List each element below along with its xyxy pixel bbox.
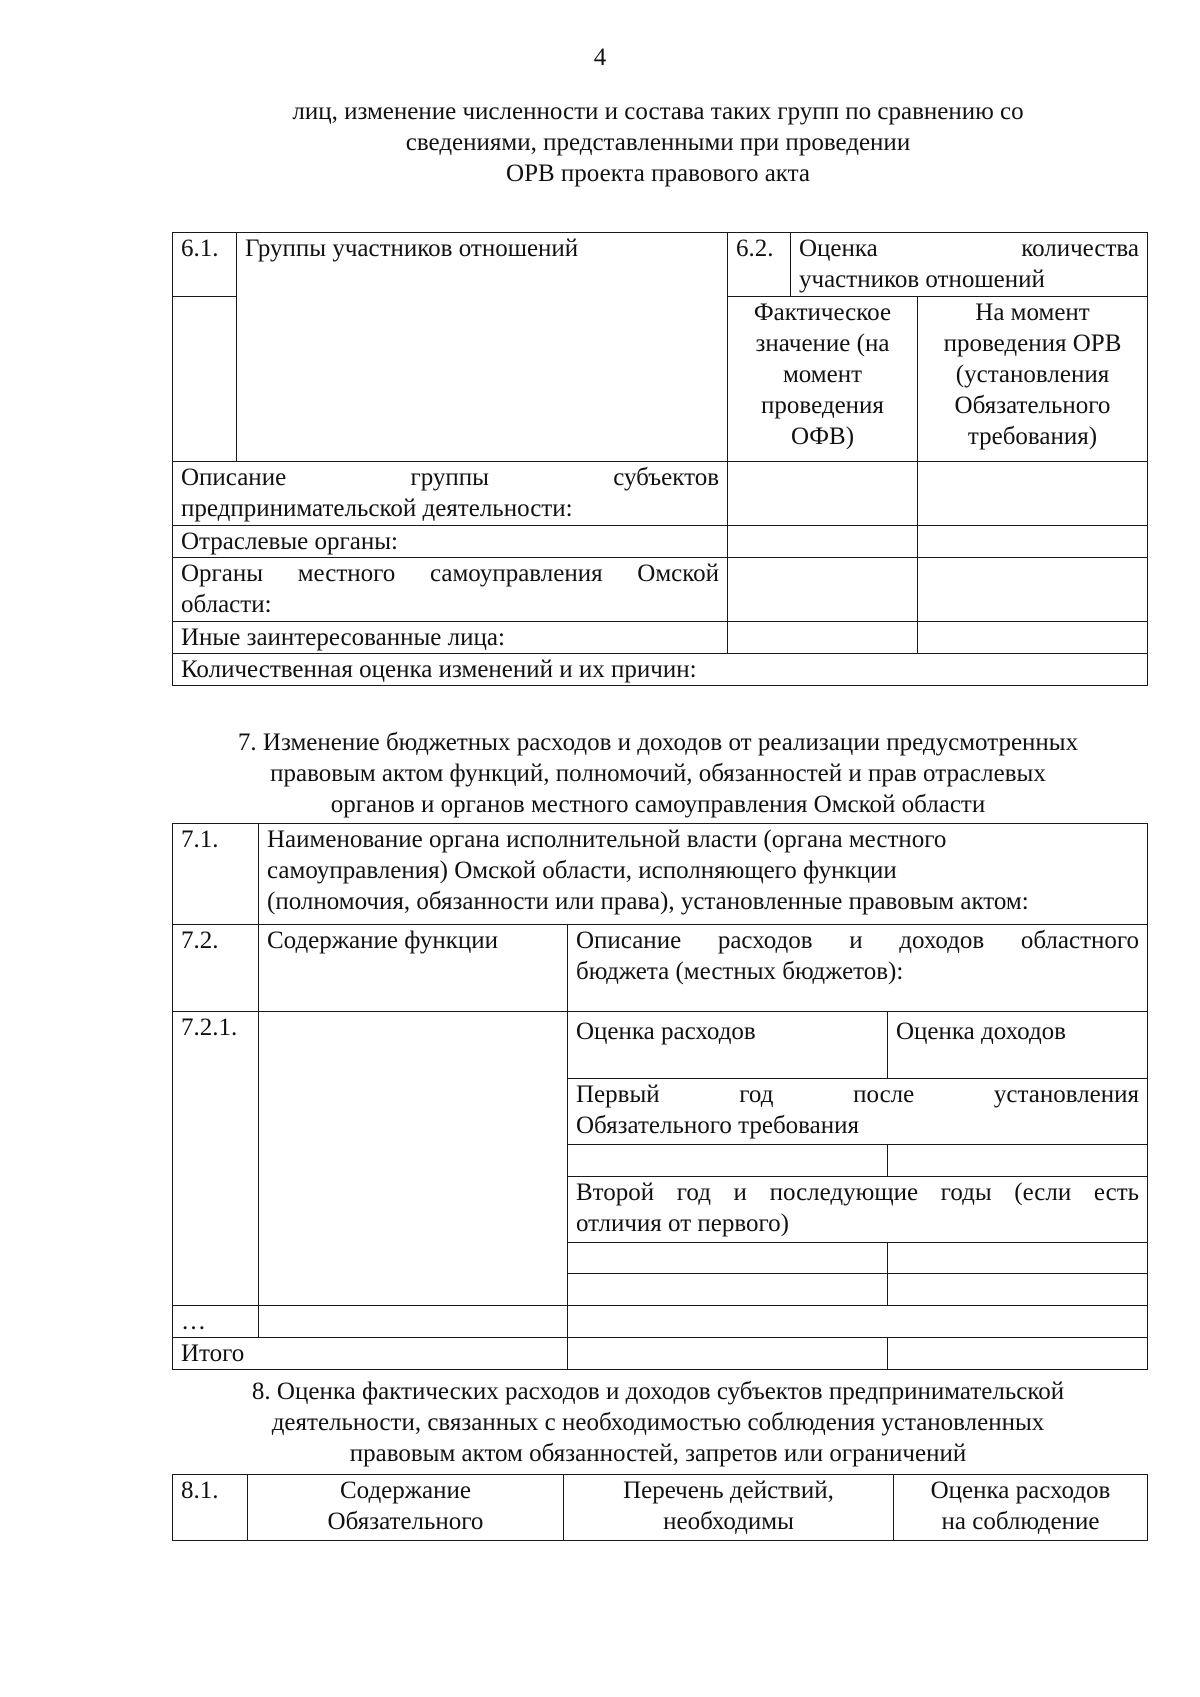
cell-empty (918, 622, 1148, 654)
cell-orv-value: На момент проведения ОРВ (установления Обязательного требования) (918, 297, 1148, 462)
cell-empty (888, 1145, 1148, 1177)
cell-total: Итого (173, 1338, 568, 1370)
cell-num-6-1: 6.1. (173, 233, 237, 297)
cell-empty (888, 1243, 1148, 1274)
heading-line: 7. Изменение бюджетных расходов и доходов от реализации предусмотренных (237, 729, 1079, 756)
body-name-line: самоуправления) Омской области, исполняющего функции (267, 857, 897, 884)
col-actions-line: необходимы (663, 1508, 794, 1535)
second-year-line: отличия от первого) (576, 1210, 789, 1237)
cell-body-name (259, 824, 1148, 925)
cell-first-year (568, 1079, 1148, 1145)
cell-function-content: Содержание функции (259, 925, 568, 1012)
cell-num-6-1-blank (173, 297, 237, 462)
heading-line: ОРВ проекта правового акта (506, 160, 810, 187)
cell-empty (888, 1274, 1148, 1306)
cell-est-expenses: Оценка расходов (568, 1012, 888, 1079)
estimate-line: участников отношений (799, 266, 1045, 293)
row-line: предпринимательской деятельности: (181, 495, 573, 522)
cell-empty (888, 1338, 1148, 1370)
heading-line: правовым актом обязанностей, запретов или ограничений (349, 1440, 967, 1467)
row-line: Органы местного самоуправления Омской (181, 560, 719, 587)
section8-heading (160, 1376, 1156, 1469)
budget-desc-line: бюджета (местных бюджетов): (576, 958, 904, 985)
second-year-line: Второй год и последующие годы (если есть (576, 1179, 1140, 1206)
cell-num-7-2: 7.2. (173, 925, 259, 1012)
cell-empty (728, 558, 918, 622)
heading-line: органов и органов местного самоуправления Омской области (330, 791, 986, 818)
cell-est-income: Оценка доходов (888, 1012, 1148, 1079)
cell-empty (728, 462, 918, 526)
cell-groups-label: Группы участников отношений (237, 233, 728, 462)
cell-actual-value: Фактическое значение (на момент проведения ОФВ) (728, 297, 918, 462)
col-content-line: Обязательного (327, 1508, 484, 1535)
cell-empty (918, 462, 1148, 526)
estimate-line: Оценка количества (799, 235, 1139, 262)
cell-empty (568, 1338, 888, 1370)
row-branch-label: Отраслевые органы: (173, 526, 728, 558)
participants-table (172, 232, 1148, 686)
col-costs-line: Оценка расходов (930, 1477, 1111, 1504)
row-line: Описание группы субъектов (181, 464, 719, 491)
cell-empty (728, 622, 918, 654)
first-year-line: Первый год после установления (576, 1081, 1140, 1108)
cell-empty (568, 1243, 888, 1274)
cell-col-content (248, 1475, 564, 1541)
row-local-label (173, 558, 728, 622)
cell-col-costs (894, 1475, 1148, 1541)
heading-line: лиц, изменение численности и состава таких групп по сравнению со (292, 98, 1024, 125)
body-name-line: (полномочия, обязанности или права), установленные правовым актом: (267, 888, 1029, 915)
cell-budget-desc (568, 925, 1148, 1012)
cell-empty (728, 526, 918, 558)
row-other-label: Иные заинтересованные лица: (173, 622, 728, 654)
cell-second-year (568, 1177, 1148, 1243)
body-name-line: Наименование органа исполнительной власти (органа местного (267, 826, 947, 853)
cell-empty (918, 558, 1148, 622)
cell-empty (918, 526, 1148, 558)
cell-empty (259, 1306, 568, 1338)
col-content-line: Содержание (340, 1477, 471, 1504)
col-actions-line: Перечень действий, (623, 1477, 834, 1504)
cell-num-7-2-1: 7.2.1. (173, 1012, 259, 1306)
budget-table (172, 823, 1148, 1370)
section6-heading (160, 96, 1156, 189)
col-costs-line: на соблюдение (941, 1508, 1100, 1535)
business-costs-table (172, 1474, 1148, 1541)
cell-empty (568, 1306, 1148, 1338)
budget-desc-line: Описание расходов и доходов областного (576, 927, 1140, 954)
row-quant-label: Количественная оценка изменений и их причин: (173, 654, 1148, 686)
cell-num-7-1: 7.1. (173, 824, 259, 925)
heading-line: сведениями, представленными при проведении (405, 129, 911, 156)
heading-line: 8. Оценка фактических расходов и доходов субъектов предпринимательской (251, 1378, 1065, 1405)
section7-heading (160, 727, 1156, 820)
cell-ellipsis: … (173, 1306, 259, 1338)
page-number: 4 (593, 44, 607, 71)
cell-estimate-header (791, 233, 1148, 297)
cell-empty (568, 1274, 888, 1306)
heading-line: правовым актом функций, полномочий, обязанностей и прав отраслевых (270, 760, 1046, 787)
first-year-line: Обязательного требования (576, 1112, 860, 1139)
row-business-label (173, 462, 728, 526)
cell-function-blank (259, 1012, 568, 1306)
cell-empty (568, 1145, 888, 1177)
cell-num-6-2: 6.2. (728, 233, 791, 297)
heading-line: деятельности, связанных с необходимостью соблюдения установленных (271, 1409, 1045, 1436)
row-line: области: (181, 591, 272, 618)
cell-col-actions (564, 1475, 894, 1541)
cell-num-8-1: 8.1. (173, 1475, 248, 1541)
